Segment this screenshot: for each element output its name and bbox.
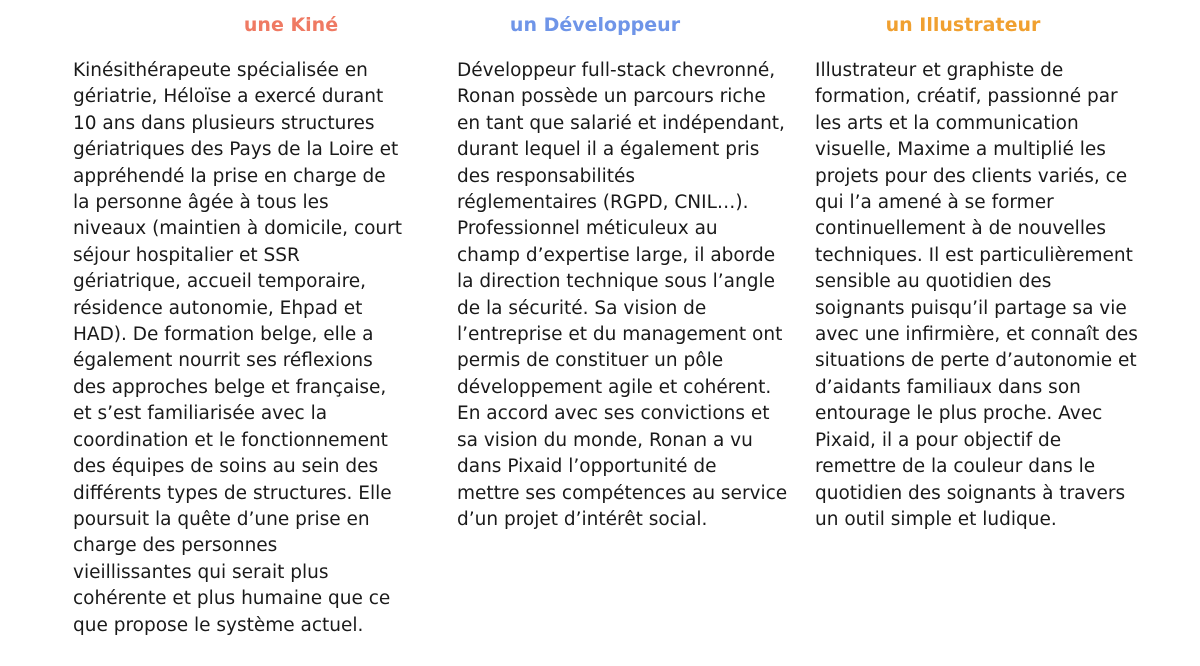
developpeur-bio: Développeur full-stack chevronné, Ronan possède un parcours riche en tant que salarié et indépendant, durant lequel il a également pris des responsabilités réglementaires (RGPD, CNIL…). Professionnel méticuleux au champ d’expertise large, il aborde la direction technique sous l’angle de la sécurité. Sa vision de l’entreprise et du management ont permis de constituer un pôle développement agile et cohérent. En accord avec ses convictions et sa vision du monde, Ronan a vu dans Pixaid l’opportunité de mettre ses compétences au service d’un projet d’intérêt social. [457, 60, 788, 530]
kine-bio: Kinésithérapeute spécialisée en gériatrie, Héloïse a exercé durant 10 ans dans plusieurs structures gériatriques des Pays de la Loire et appréhendé la prise en charge de la personne âgée à tous les niveaux (maintien à domicile, court séjour hospitalier et SSR gériatrique, accueil temporaire, résidence autonomie, Ehpad et HAD). De formation belge, elle a également nourrit ses réflexions des approches belge et française, et s’est familiarisée avec la coordination et le fonctionnement des équipes de soins au sein des différents types de structures. Elle poursuit la quête d’une prise en charge des personnes vieillissantes qui serait plus cohérente et plus humaine que ce que propose le système actuel. [73, 60, 403, 636]
kine-title: une Kiné [243, 14, 339, 36]
developpeur-title: un Développeur [509, 14, 681, 36]
illustrateur-bio: Illustrateur et graphiste de formation, créatif, passionné par les arts et la communication visuelle, Maxime a multiplié les projets pour des clients variés, ce qui l’a amené à se former continuellement à de nouvelles techniques. Il est particulièrement sensible au quotidien des soignants puisqu’il partage sa vie avec une infirmière, et connaît des situations de perte d’autonomie et d’aidants familiaux dans son entourage le plus proche. Avec Pixaid, il a pour objectif de remettre de la couleur dans le quotidien des soignants à travers un outil simple et ludique. [815, 60, 1138, 530]
illustrateur-title: un Illustrateur [885, 14, 1041, 36]
